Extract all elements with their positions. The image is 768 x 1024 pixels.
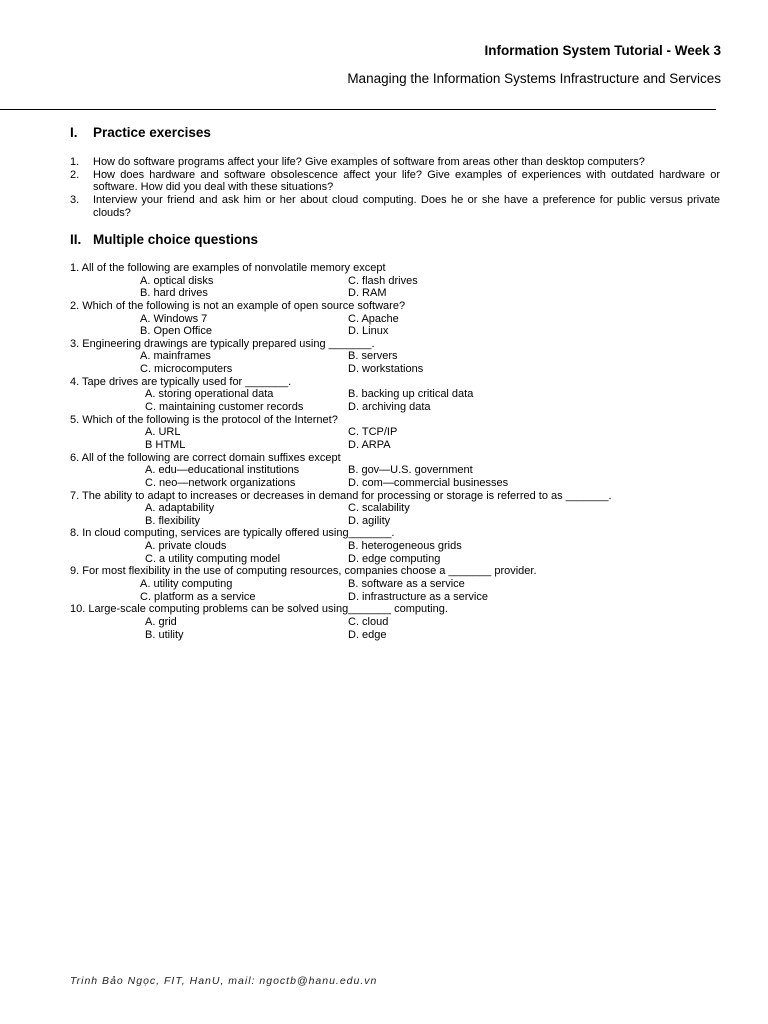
option-row [70,477,730,490]
option-right: D. Linux [348,325,389,338]
practice-item [70,156,720,169]
option-left: A. Windows 7 [140,312,208,325]
option-left: A. optical disks [140,274,214,287]
option-row [70,515,730,528]
option-left: B. hard drives [140,287,208,300]
option-row [70,287,730,300]
option-left: A. adaptability [145,502,215,515]
option-right: B. gov—U.S. government [348,464,473,477]
question-text: 4. Tape drives are typically used for _______. [70,375,292,388]
option-left: A. edu—educational institutions [145,464,300,477]
option-row [70,275,730,288]
question-text: 1. All of the following are examples of nonvolatile memory except [70,262,386,274]
option-row [70,629,730,642]
option-right: C. cloud [348,615,389,628]
section-number: II. [70,232,82,247]
document-subtitle: Managing the Information Systems Infrastructure and Services [347,71,721,86]
item-number: 3. [70,194,80,207]
option-right: B. servers [348,350,398,363]
option-row [70,313,730,326]
option-left: C. a utility computing model [145,552,281,565]
option-row [70,426,730,439]
option-right: C. TCP/IP [348,426,398,439]
section-practice-heading [70,125,211,140]
question-text: 7. The ability to adapt to increases or decreases in demand for processing or storage is referred to as _______. [70,489,612,502]
option-left: A. mainframes [140,350,211,363]
option-row [70,464,730,477]
option-row [70,388,730,401]
option-left: B HTML [145,438,186,451]
option-row [70,350,730,363]
option-row [70,401,730,414]
question-text: 5. Which of the following is the protocol of the Internet? [70,413,338,426]
option-left: B. utility [145,628,184,641]
option-row [70,363,730,376]
option-left: C. microcomputers [140,363,233,376]
question-text: 6. All of the following are correct domain suffixes except [70,451,341,464]
option-right: D. infrastructure as a service [348,590,488,603]
option-left: A. grid [145,615,177,628]
footer-author: Trinh Bảo Ngọc, FIT, HanU, mail: ngoctb@hanu.edu.vn [70,975,378,987]
question-text: 10. Large-scale computing problems can be solved using_______ computing. [70,603,448,616]
option-right: C. flash drives [348,274,418,287]
option-row [70,502,730,515]
item-text: Interview your friend and ask him or her about cloud computing. Does he or she have a preference for public versus private clouds? [93,194,720,219]
mcq-list [70,262,730,641]
option-right: B. heterogeneous grids [348,540,462,553]
option-right: D. ARPA [348,438,391,451]
practice-list [70,156,720,220]
option-right: C. scalability [348,502,410,515]
document-title: Information System Tutorial - Week 3 [484,43,721,58]
item-number: 1. [70,156,80,168]
option-right: D. edge [348,628,387,641]
section-number: I. [70,125,78,140]
option-row [70,439,730,452]
option-left: A. URL [145,426,181,439]
option-row [70,578,730,591]
option-left: B. Open Office [140,325,212,338]
option-right: D. edge computing [348,552,441,565]
option-left: A. private clouds [145,540,227,553]
practice-item [70,169,720,194]
option-left: C. maintaining customer records [145,401,304,414]
question-text: 2. Which of the following is not an example of open source software? [70,299,406,312]
item-text: How do software programs affect your life? Give examples of software from areas other than desktop computers? [93,156,645,168]
option-right: D. RAM [348,287,387,300]
option-left: B. flexibility [145,514,201,527]
option-left: C. platform as a service [140,590,256,603]
item-number: 2. [70,168,80,181]
option-left: A. storing operational data [145,388,274,401]
question-text: 3. Engineering drawings are typically prepared using _______. [70,337,375,350]
practice-item [70,194,720,219]
option-left: A. utility computing [140,578,233,591]
section-title: Practice exercises [93,125,211,140]
question-text: 8. In cloud computing, services are typically offered using_______. [70,527,395,540]
option-left: C. neo—network organizations [145,476,296,489]
section-mcq-heading [70,232,258,247]
option-right: B. software as a service [348,578,465,591]
option-right: B. backing up critical data [348,388,474,401]
option-right: D. com—commercial businesses [348,476,509,489]
item-text: How does hardware and software obsolescence affect your life? Give examples of experiences with outdated hardware or software. How did you deal with these situations? [93,168,720,194]
question-text: 9. For most flexibility in the use of computing resources, companies choose a _______ provider. [70,565,537,578]
option-row [70,325,730,338]
option-right: D. archiving data [348,401,431,414]
section-title: Multiple choice questions [93,232,259,247]
option-right: D. workstations [348,363,424,376]
option-row [70,553,730,566]
header-divider [0,109,716,110]
option-right: C. Apache [348,312,399,325]
option-right: D. agility [348,514,391,527]
option-row [70,616,730,629]
option-row [70,540,730,553]
option-row [70,591,730,604]
